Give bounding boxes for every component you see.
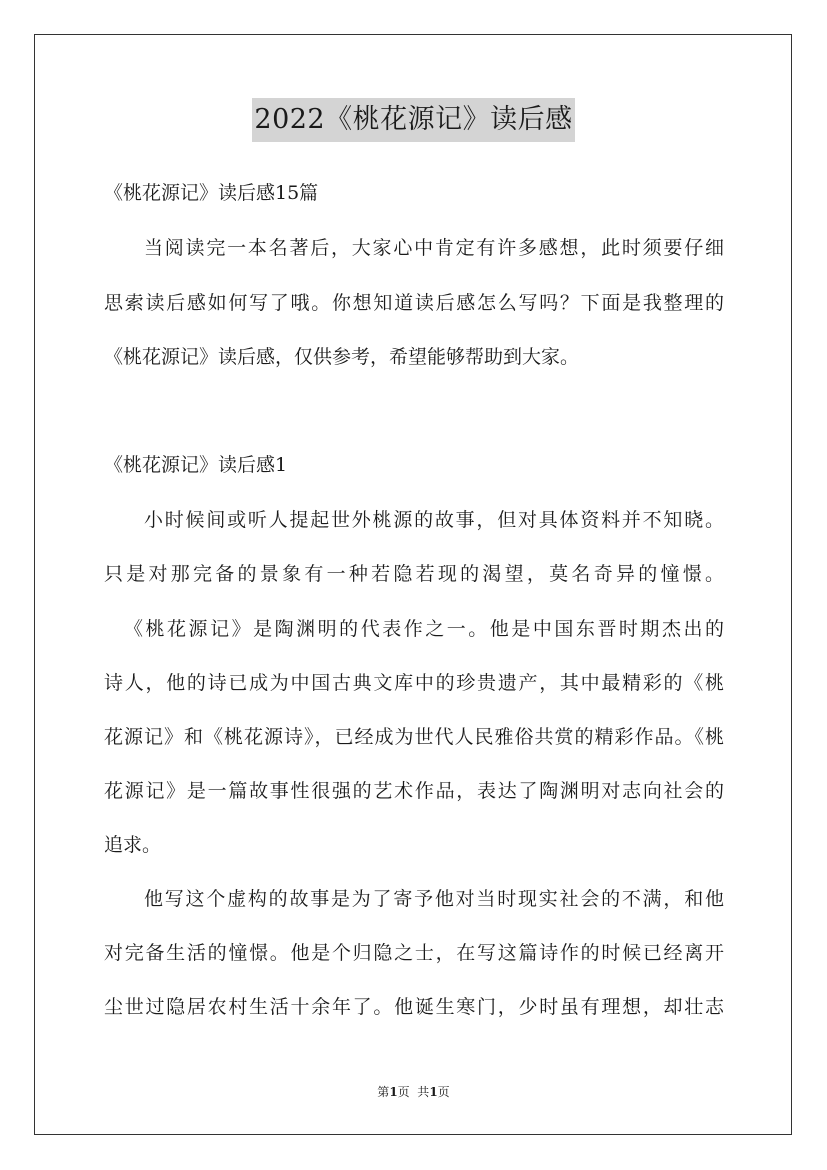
footer-page-prefix: 第 [377, 1085, 390, 1099]
footer-page-suffix: 页 [437, 1085, 450, 1099]
body-line: 他写这个虚构的故事是为了寄予他对当时现实社会的不满，和他 [144, 888, 724, 910]
document-title: 2022《桃花源记》读后感 [252, 98, 574, 142]
intro-line: 思索读后感如何写了哦。你想知道读后感怎么写吗？下面是我整理的 [104, 292, 724, 314]
footer-page-total: 1 [429, 1085, 438, 1099]
intro-line: 当阅读完一本名著后，大家心中肯定有许多感想，此时须要仔细 [144, 237, 724, 259]
body-line: 《桃花源记》是陶渊明的代表作之一。他是中国东晋时期杰出的 [124, 618, 724, 640]
section-heading: 《桃花源记》读后感1 [104, 454, 288, 476]
body-line: 小时候间或听人提起世外桃源的故事，但对具体资料并不知晓。 [144, 509, 724, 531]
footer-page-mid: 页 共 [397, 1085, 430, 1099]
body-line: 尘世过隐居农村生活十余年了。他诞生寒门，少时虽有理想，却壮志 [104, 996, 724, 1018]
body-line: 花源记》和《桃花源诗》，已经成为世代人民雅俗共赏的精彩作品。《桃 [104, 726, 724, 748]
body-line: 诗人，他的诗已成为中国古典文库中的珍贵遗产，其中最精彩的《桃 [104, 672, 724, 694]
body-line: 只是对那完备的景象有一种若隐若现的渴望，莫名奇异的憧憬。 [104, 563, 724, 585]
body-line: 追求。 [104, 834, 162, 856]
document-subtitle: 《桃花源记》读后感15篇 [104, 182, 319, 204]
footer-page-number: 1 [389, 1085, 398, 1099]
intro-line: 《桃花源记》读后感，仅供参考，希望能够帮助到大家。 [104, 346, 580, 368]
title-container [0, 98, 827, 142]
page-footer [0, 1084, 827, 1100]
body-line: 花源记》是一篇故事性很强的艺术作品，表达了陶渊明对志向社会的 [104, 780, 724, 802]
body-line: 对完备生活的憧憬。他是个归隐之士，在写这篇诗作的时候已经离开 [104, 942, 724, 964]
